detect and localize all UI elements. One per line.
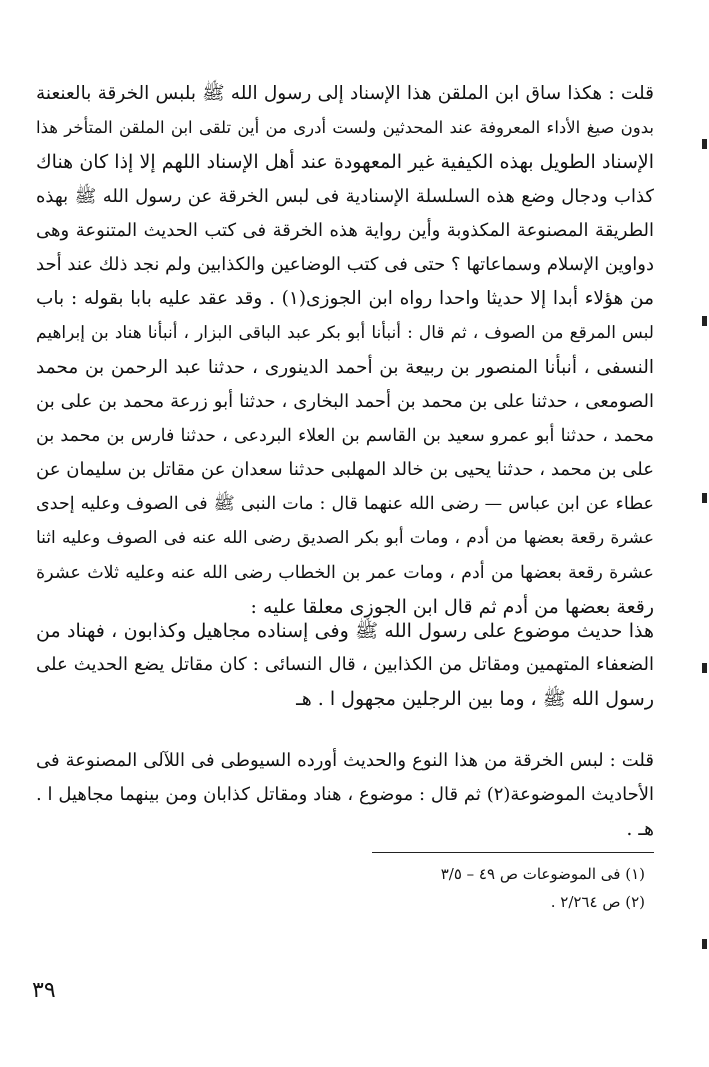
text-line: كذاب ودجال وضع هذه السلسلة الإسنادية فى لبس الخرقة عن رسول الله ﷺ بهذه xyxy=(36,185,654,207)
text-line: من هؤلاء أبدا إلا حديثا واحدا رواه ابن الجوزى(١) . وقد عقد عليه بابا بقوله : باب xyxy=(36,288,654,310)
text-line: عشرة رقعة بعضها من أدم ، ومات أبو بكر الصديق رضى الله عنه فى الصوف وعليه اثنا xyxy=(36,528,654,549)
footnotes xyxy=(300,860,645,916)
text-line: عشرة رقعة بعضها من أدم ، ومات عمر بن الخطاب رضى الله عنه وعليه ثلاث عشرة xyxy=(36,562,654,583)
footnote-1: (١) فى الموضوعات ص ٤٩ – ٣/٥ xyxy=(440,865,645,883)
footnote-divider xyxy=(372,852,654,853)
binding-edge-mark xyxy=(702,939,707,949)
binding-edge-mark xyxy=(702,316,707,326)
binding-edge-mark xyxy=(702,139,707,149)
text-line: رسول الله ﷺ ، وما بين الرجلين مجهول ا . هـ xyxy=(296,688,654,711)
paragraph-2 xyxy=(36,614,654,717)
text-line: عطاء عن ابن عباس — رضى الله عنهما قال : مات النبى ﷺ فى الصوف وعليه إحدى xyxy=(36,494,654,515)
binding-edge-mark xyxy=(702,493,707,503)
binding-edge-mark xyxy=(702,663,707,673)
text-line: دواوين الإسلام وسماعاتها ؟ حتى فى كتب الوضاعين والكذابين ولم نجد ذلك عند أحد xyxy=(36,253,654,275)
text-line: رقعة بعضها من أدم ثم قال ابن الجوزى معلقا عليه : xyxy=(250,595,654,618)
text-line: على بن محمد ، حدثنا يحيى بن خالد المهلبى حدثنا سعدان عن مقاتل بن سليمان عن xyxy=(36,459,654,481)
text-line: قلت : لبس الخرقة من هذا النوع والحديث أورده السيوطى فى اللآلى المصنوعة فى xyxy=(36,750,654,771)
text-line: لبس المرقع من الصوف ، ثم قال : أنبأنا أبو بكر عبد الباقى البزار ، أنبأنا هناد بن إبراهيم xyxy=(36,323,654,344)
text-line: الطريقة المصنوعة المكذوبة وأين رواية هذه الخرقة فى كتب الحديث المتنوعة وهى xyxy=(36,219,654,241)
text-line: بدون صيغ الأداء المعروفة عند المحدثين ولست أدرى من أين تلقى ابن الملقن المتأخر هذا xyxy=(36,118,654,138)
paragraph-1 xyxy=(36,77,654,624)
text-line: قلت : هكذا ساق ابن الملقن هذا الإسناد إلى رسول الله ﷺ بلبس الخرقة بالعنعنة xyxy=(36,83,654,104)
text-line: الأحاديث الموضوعة(٢) ثم قال : موضوع ، هناد ومقاتل كذابان ومن بينهما مجاهيل ا . xyxy=(36,784,654,806)
text-line: الإسناد الطويل بهذه الكيفية غير المعهودة عند أهل الإسناد اللهم إلا إذا كان هناك xyxy=(36,151,654,174)
text-line: الضعفاء المتهمين ومقاتل من الكذابين ، قال النسائى : كان مقاتل يضع الحديث على xyxy=(36,654,654,676)
footnote-2: (٢) ص ٢/٢٦٤ . xyxy=(550,893,645,911)
text-line: النسفى ، أنبأنا المنصور بن ربيعة بن أحمد الدينورى ، حدثنا عبد الرحمن بن محمد xyxy=(36,356,654,378)
page-number: ٣٩ xyxy=(32,978,56,1003)
text-line: محمد ، حدثنا أبو عمرو سعيد بن القاسم بن العلاء البردعى ، حدثنا فارس بن محمد بن xyxy=(36,425,654,446)
text-line: هـ . xyxy=(626,818,654,841)
text-line: هذا حديث موضوع على رسول الله ﷺ وفى إسناده مجاهيل وكذابون ، فهناد من xyxy=(36,620,654,642)
text-line: الصومعى ، حدثنا على بن محمد بن أحمد البخارى ، حدثنا أبو زرعة محمد بن على بن xyxy=(36,390,654,412)
paragraph-3 xyxy=(36,744,654,847)
